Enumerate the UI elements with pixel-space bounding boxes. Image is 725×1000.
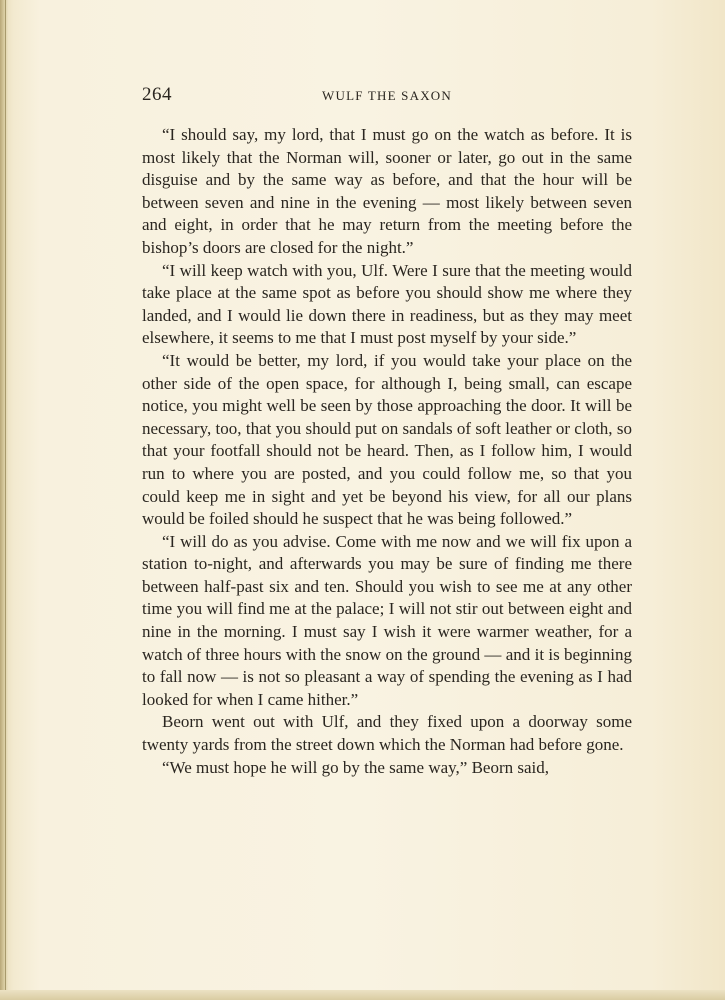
paragraph: “We must hope he will go by the same way,” Beorn said,	[162, 757, 550, 777]
running-title: WULF THE SAXON	[322, 88, 452, 103]
page-bottom-edge	[0, 990, 725, 1000]
paragraph: “I will keep watch with you, Ulf. Were I sure that the meeting would take place at the same spot as before you should show me where they landed, and I would lie down there in readiness, but as they may meet elsewhere, it seems to me that I must post myself by your side.”	[142, 260, 632, 348]
spine-gutter-line	[5, 0, 6, 1000]
paragraph: “It would be better, my lord, if you would take your place on the other side of the open space, for although I, being small, can escape notice, you might well be seen by those approaching the door. It will be necessary, too, that you should put on sandals of soft leather or cloth, so that your footfall should not be heard. Then, as I follow him, I would run to where you are posted, and you could follow me, so that you could keep me in sight and yet be beyond his view, for all our plans would be foiled should he suspect that he was being followed.”	[142, 350, 632, 529]
page-header	[142, 84, 632, 108]
book-spine	[0, 0, 8, 1000]
page-number: 264	[142, 84, 172, 105]
paragraph: “I will do as you advise. Come with me now and we will fix upon a station to-night, and afterwards you may be sure of finding me there between half-past six and ten. Should you wish to see me at any other time you will find me at the palace; I will not stir out between eight and nine in the morning. I must say I wish it were warmer weather, for a watch of three hours with the snow on the ground — and it is beginning to fall now — is not so pleasant a way of spending the evening as I had looked for when I came hither.”	[142, 531, 632, 709]
body-text	[142, 124, 632, 779]
paragraph: “I should say, my lord, that I must go on the watch as before. It is most likely that the Norman will, sooner or later, go out in the same disguise and by the same way as before, and that the hour will be between seven and nine in the evening — most likely between seven and eight, in order that he may return from the meeting before the bishop’s doors are closed for the night.”	[142, 125, 632, 257]
paragraph: Beorn went out with Ulf, and they fixed upon a doorway some twenty yards from the street down which the Norman had before gone.	[142, 712, 632, 755]
